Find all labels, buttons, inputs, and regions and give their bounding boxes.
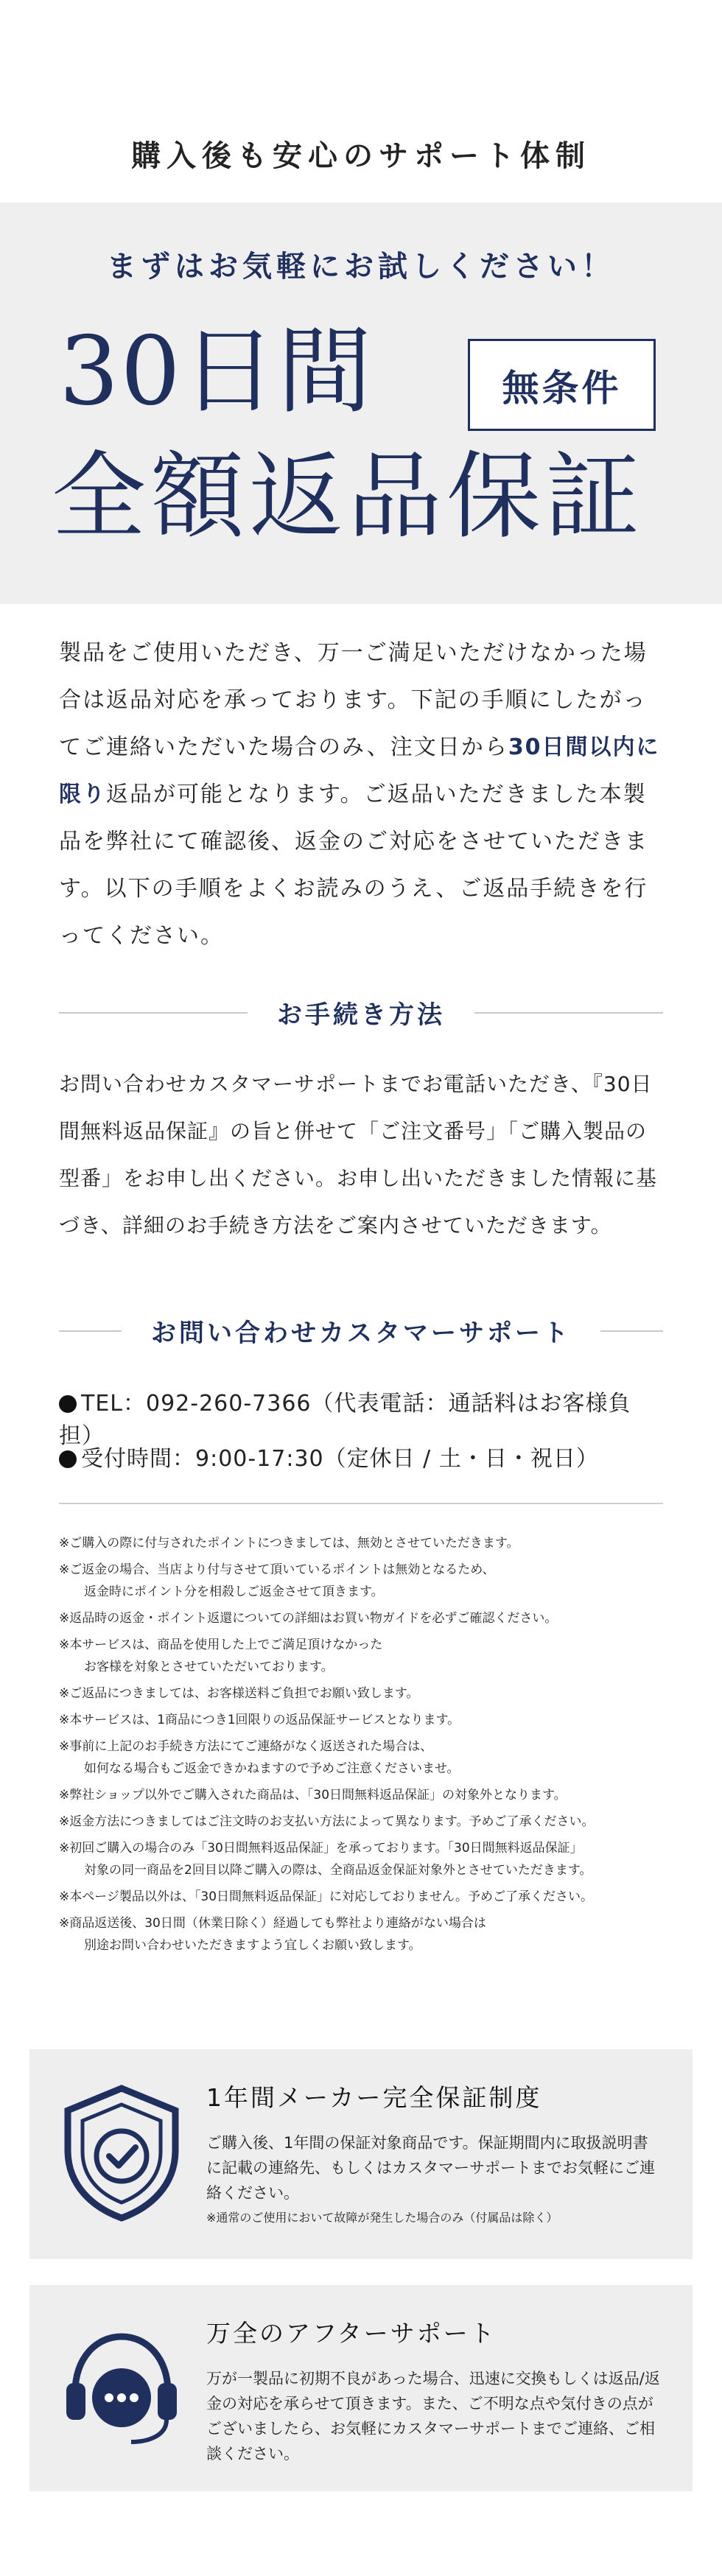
- note-item: [59, 1559, 670, 1603]
- note-continuation: 別途お問い合わせいただきますよう宜しくお願い致します。: [84, 1938, 421, 1953]
- aftercare-title: 万全のアフターサポート: [206, 2319, 497, 2348]
- note-item: [59, 1886, 670, 1908]
- warranty-text: ご購入後、1年間の保証対象商品です。保証期間内に取扱説明書に記載の連絡先、もしくはカスタマーサポートまでお気軽にご連絡ください。: [206, 2134, 655, 2202]
- heading-rule-right: [474, 1012, 663, 1014]
- contact-hours: [59, 1440, 663, 1473]
- note-line: ※本ページ製品以外は、「30日間無料返品保証」に対応しておりません。予めご了承ください。: [59, 1889, 594, 1904]
- note-item: [59, 1912, 670, 1956]
- note-line: ※ご返金の場合、当店より付与させて頂いているポイントは無効となるため、: [59, 1562, 495, 1577]
- note-item: [59, 1811, 670, 1833]
- hero-headline-guarantee: 全額返品保証: [52, 442, 645, 552]
- shield-check-icon: [59, 2082, 184, 2222]
- note-continuation: 如何なる場合もご返金できかねますので予めご注意くださいませ。: [84, 1761, 460, 1776]
- bullet-dot: [59, 1395, 77, 1413]
- warranty-note: ※通常のご使用において故障が発生した場合のみ（付属品は除く）: [206, 2211, 558, 2225]
- warranty-box: [29, 2049, 693, 2259]
- note-item: [59, 1607, 670, 1629]
- hours-text: 受付時間：9:00-17:30（定休日 / 土・日・祝日）: [81, 1446, 599, 1472]
- hero-subtitle: まずはお気軽にお試しください！: [107, 250, 615, 284]
- intro-highlight: 30日間以内に限り: [59, 734, 660, 807]
- bullet-dot: [59, 1450, 77, 1468]
- note-item: [59, 1634, 670, 1678]
- note-line: ※事前に上記のお手続き方法にてご連絡がなく返送された場合は、: [59, 1739, 433, 1754]
- note-line: ※返品時の返金・ポイント返還についての詳細はお買い物ガイドを必ずご確認ください。: [59, 1611, 558, 1626]
- heading-rule-right: [600, 1330, 663, 1332]
- hero-headline-days: 30日間: [59, 317, 374, 427]
- notes-list: [59, 1532, 670, 1961]
- contact-title: お問い合わせカスタマーサポート: [151, 1319, 571, 1348]
- note-line: ※返金方法につきましてはご注文時のお支払い方法によって異なります。予めご了承ください。: [59, 1814, 595, 1829]
- note-line: ※ご返品につきましては、お客様送料ご負担でお願い致します。: [59, 1686, 419, 1701]
- hero-banner: [0, 203, 722, 604]
- unconditional-badge: 無条件: [468, 339, 656, 431]
- page-title: 購入後も安心のサポート体制: [131, 139, 591, 173]
- procedure-body: お問い合わせカスタマーサポートまでお電話いただき、『30日間無料返品保証』の旨と併せて「ご注文番号」「ご購入製品の型番」をお申し出ください。お申し出いただきました情報に基づき、詳細のお手続き方法をご案内させていただきます。: [59, 1072, 658, 1238]
- aftercare-body: 万が一製品に初期不良があった場合、迅速に交換もしくは返品/返金の対応を承らせて頂きます。また、ご不明な点や気付きの点がございましたら、お気軽にカスタマーサポートまでご連絡、ご相談ください。: [206, 2370, 660, 2463]
- intro-text-2: 返品が可能となります。ご返品いただきました本製品を弊社にて確認後、返金のご対応をさせていただきます。以下の手順をよくお読みのうえ、ご返品手続きを行ってください。: [59, 782, 648, 949]
- note-continuation: お客様を対象とさせていただいております。: [84, 1660, 334, 1674]
- tel-text[interactable]: TEL：092-260-7366（代表電話：通話料はお客様負担）: [59, 1391, 631, 1449]
- intro-paragraph: [59, 630, 663, 960]
- procedure-title: お手続き方法: [277, 1000, 445, 1030]
- note-item: [59, 1736, 670, 1780]
- note-item: [59, 1709, 670, 1731]
- heading-rule-left: [59, 1012, 248, 1014]
- intro-text-1: 製品をご使用いただき、万一ご満足いただけなかった場合は返品対応を承っております。下記の手順にしたがってご連絡いただいた場合のみ、注文日から: [59, 640, 648, 760]
- note-line: ※ご購入の際に付与されたポイントにつきましては、無効とさせていただきます。: [59, 1536, 519, 1551]
- note-line: ※弊社ショップ以外でご購入された商品は、「30日間無料返品保証」の対象外となります。: [59, 1788, 567, 1803]
- divider: [59, 1503, 663, 1504]
- heading-rule-left: [59, 1330, 122, 1332]
- note-continuation: 返金時にポイント分を相殺しご返金させて頂きます。: [84, 1584, 384, 1599]
- support-headset-icon: [59, 2318, 184, 2458]
- note-line: ※本サービスは、1商品につき1回限りの返品保証サービスとなります。: [59, 1713, 460, 1727]
- note-continuation: 対象の同一商品を2回目以降ご購入の際は、全商品返金保証対象外とさせていただきます。: [84, 1863, 592, 1878]
- note-line: ※初回ご購入の場合のみ「30日間無料返品保証」を承っております。「30日間無料返品保証」: [59, 1841, 583, 1856]
- aftercare-box: [29, 2285, 693, 2491]
- procedure-heading: [59, 994, 663, 1031]
- note-item: [59, 1682, 670, 1705]
- note-line: ※商品返送後、30日間（休業日除く）経過しても弊社より連絡がない場合は: [59, 1916, 486, 1931]
- note-item: [59, 1837, 670, 1881]
- contact-heading: [59, 1313, 663, 1349]
- note-item: [59, 1532, 670, 1554]
- note-item: [59, 1784, 670, 1806]
- note-line: ※本サービスは、商品を使用した上でご満足頂けなかった: [59, 1638, 383, 1652]
- warranty-title: 1年間メーカー完全保証制度: [206, 2083, 542, 2112]
- warranty-body: [206, 2130, 663, 2231]
